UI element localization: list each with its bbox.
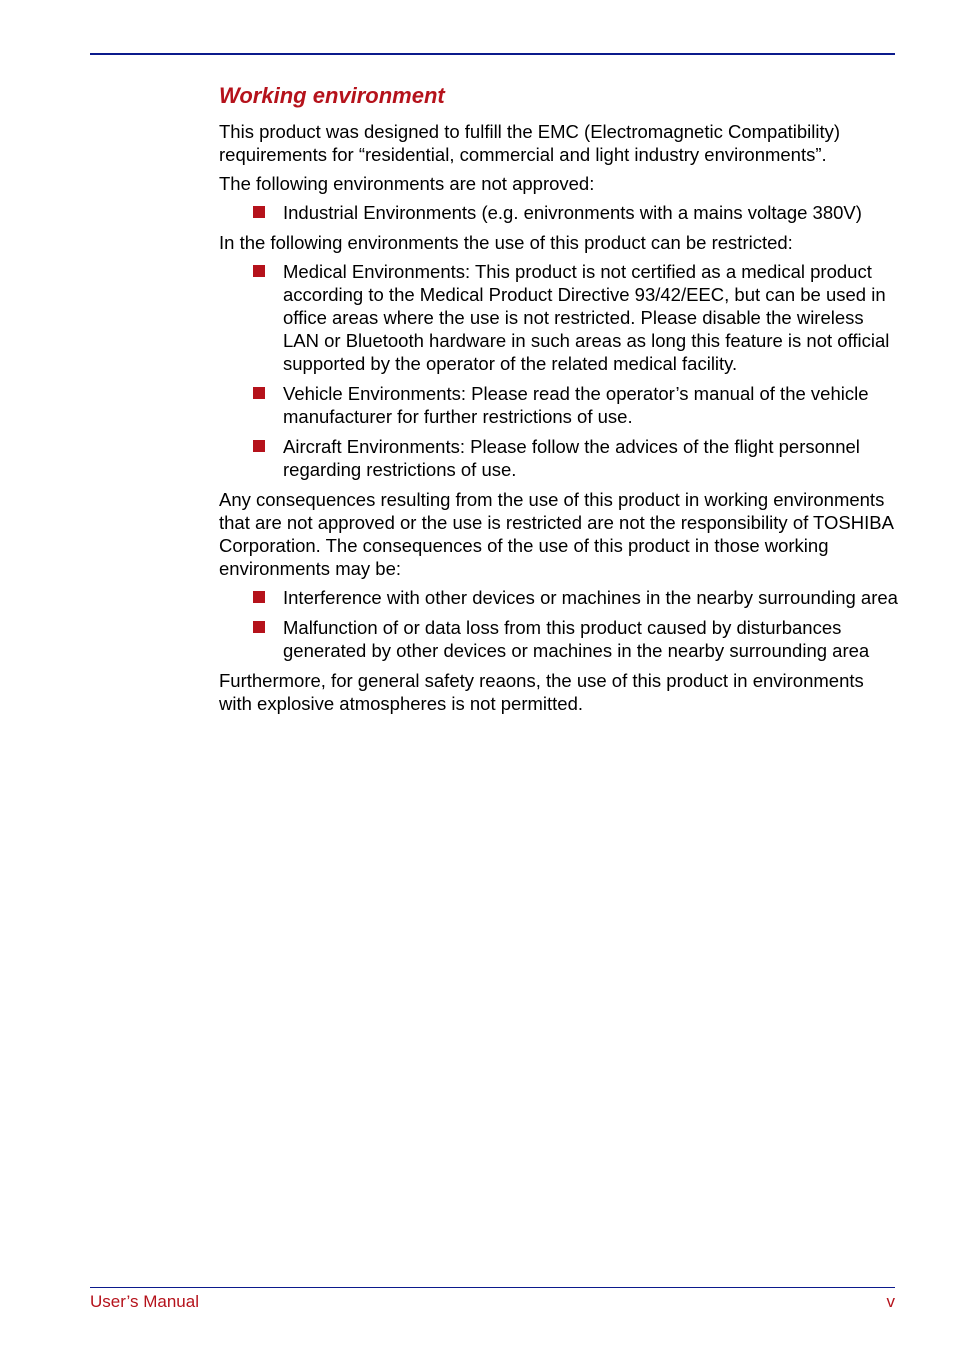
header-rule [90,53,895,55]
paragraph-restricted: In the following environments the use of this product can be restricted: [219,232,793,253]
square-bullet-icon [253,206,265,218]
list-item-text: Vehicle Environments: Please read the operator’s manual of the vehicle manufacturer for further restrictions of use. [283,383,869,427]
list-not-approved [219,201,899,224]
list-item-text: Medical Environments: This product is not certified as a medical product according to the Medical Product Directive 93/42/EEC, but can be used in office areas where the use is not restricted. Please disable the wireless LAN or Bluetooth hardware in such areas as long this feature is not official supported by the operator of the related medical facility. [283,261,890,374]
footer-rule [90,1287,895,1288]
list-item [219,201,899,224]
page-number: v [886,1292,895,1311]
paragraph-emc: This product was designed to fulfill the EMC (Electromagnetic Compatibility) requirements for “residential, commercial and light industry environments”. [219,121,841,165]
square-bullet-icon [253,621,265,633]
list-item-text: Malfunction of or data loss from this product caused by disturbances generated by other devices or machines in the nearby surrounding area [283,617,870,661]
list-item [219,382,899,428]
square-bullet-icon [253,265,265,277]
page-content [219,82,899,721]
list-item [219,260,899,375]
list-item [219,435,899,481]
square-bullet-icon [253,387,265,399]
paragraph-safety: Furthermore, for general safety reaons, the use of this product in environments with explosive atmospheres is not permitted. [219,670,864,714]
paragraph-consequences: Any consequences resulting from the use of this product in working environments that are not approved or the use is restricted are not the responsibility of TOSHIBA Corporation. The consequences of the use of this product in those working environments may be: [219,489,893,579]
list-item [219,616,899,662]
list-restricted [219,260,899,481]
paragraph-not-approved: The following environments are not approved: [219,173,595,194]
footer-manual-label: User’s Manual [90,1292,199,1311]
square-bullet-icon [253,591,265,603]
list-item-text: Aircraft Environments: Please follow the advices of the flight personnel regarding restrictions of use. [283,436,860,480]
list-item-text: Interference with other devices or machines in the nearby surrounding area [283,587,898,608]
list-consequences [219,586,899,662]
list-item [219,586,899,609]
square-bullet-icon [253,440,265,452]
list-item-text: Industrial Environments (e.g. enivronments with a mains voltage 380V) [283,202,862,223]
section-title: Working environment [219,83,445,108]
